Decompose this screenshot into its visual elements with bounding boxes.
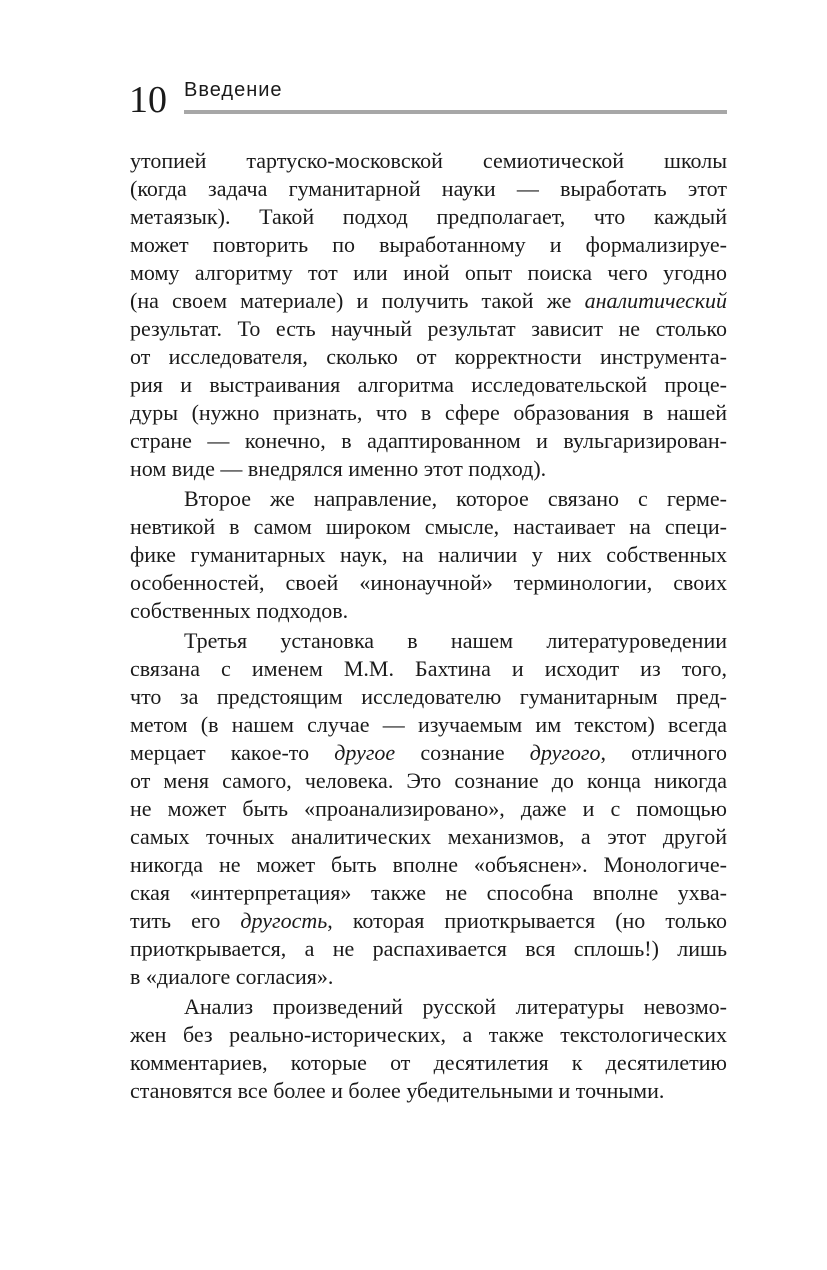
text-line	[130, 287, 727, 315]
paragraph	[130, 485, 727, 625]
text-segment: мерцает какое-то	[130, 740, 335, 765]
paragraph	[130, 627, 727, 991]
text-line: ном виде — внедрялся именно этот подход).	[130, 456, 547, 481]
paragraph	[130, 147, 727, 483]
text-segment: тить его	[130, 908, 241, 933]
text-segment: , которая приоткрывается (но только	[327, 908, 727, 933]
text-line: что за предстоящим исследователю гуманитарным пред-	[130, 684, 727, 709]
text-line	[130, 907, 727, 935]
text-line: дуры (нужно признать, что в сфере образования в нашей	[130, 400, 727, 425]
text-segment: сознание	[395, 740, 530, 765]
text-segment: , отличного	[600, 740, 727, 765]
paragraph	[130, 993, 727, 1105]
text-line: жен без реально-исторических, а также текстологических	[130, 1022, 727, 1047]
text-line: рия и выстраивания алгоритма исследовательской проце-	[130, 372, 727, 397]
text-line: метаязык). Такой подход предполагает, что каждый	[130, 204, 727, 229]
text-line: приоткрывается, а не распахивается вся сплошь!) лишь	[130, 936, 727, 961]
italic-word: другость	[240, 908, 328, 933]
text-line: утопией тартуско-московской семиотической школы	[130, 148, 727, 173]
text-line: не может быть «проанализировано», даже и с помощью	[130, 796, 727, 821]
text-line: может повторить по выработанному и формализируе-	[130, 232, 727, 257]
header-rule	[184, 110, 727, 114]
text-line: комментариев, которые от десятилетия к десятилетию	[130, 1050, 727, 1075]
text-line: стране — конечно, в адаптированном и вульгаризирован-	[130, 428, 727, 453]
text-line: невтикой в самом широком смысле, настаивает на специ-	[130, 514, 727, 539]
text-line: (когда задача гуманитарной науки — выработать этот	[130, 176, 727, 201]
text-line: фике гуманитарных наук, на наличии у них собственных	[130, 542, 727, 567]
text-line: метом (в нашем случае — изучаемым им текстом) всегда	[130, 712, 727, 737]
italic-word: аналитический	[584, 288, 727, 313]
text-line: ская «интерпретация» также не способна вполне ухва-	[130, 880, 727, 905]
text-line: собственных подходов.	[130, 598, 349, 623]
italic-word: другое	[334, 740, 396, 765]
text-line: самых точных аналитических механизмов, а этот другой	[130, 824, 727, 849]
text-line: особенностей, своей «инонаучной» терминологии, своих	[130, 570, 727, 595]
text-line: Второе же направление, которое связано с герме-	[184, 486, 727, 511]
text-line: Третья установка в нашем литературоведении	[184, 628, 727, 653]
text-line: от исследователя, сколько от корректности инструмента-	[130, 344, 727, 369]
text-line: от меня самого, человека. Это сознание до конца никогда	[130, 768, 727, 793]
text-segment: (на своем материале) и получить такой же	[130, 288, 585, 313]
text-line: мому алгоритму тот или иной опыт поиска чего угодно	[130, 260, 727, 285]
text-line: никогда не может быть вполне «объяснен». Монологиче-	[130, 852, 727, 877]
text-line: в «диалоге согласия».	[130, 964, 334, 989]
text-line: связана с именем М.М. Бахтина и исходит из того,	[130, 656, 727, 681]
text-line: результат. То есть научный результат зависит не столько	[130, 316, 727, 341]
text-line: становятся все более и более убедительными и точными.	[130, 1078, 665, 1103]
italic-word: другого	[529, 740, 601, 765]
text-line	[130, 739, 727, 767]
text-line: Анализ произведений русской литературы невозмо-	[184, 994, 727, 1019]
page-number: 10	[129, 79, 167, 121]
running-head: Введение	[184, 79, 283, 101]
body-text	[130, 147, 727, 1105]
